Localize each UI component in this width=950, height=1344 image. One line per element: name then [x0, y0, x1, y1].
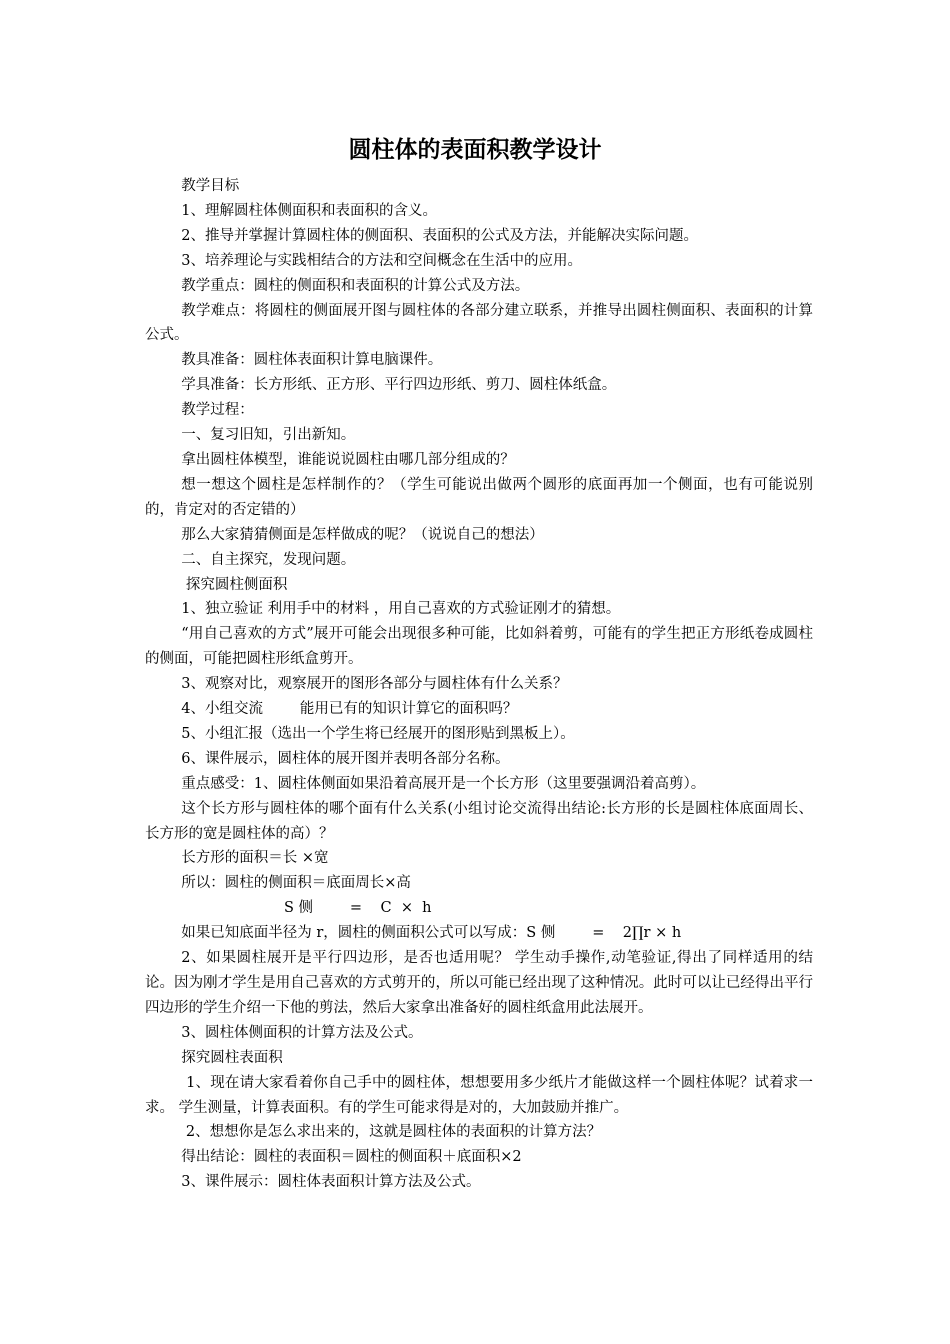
paragraph-surface-courseware: 3、课件展示：圆柱体表面积计算方法及公式。 — [181, 1174, 481, 1191]
paragraph-think: 想一想这个圆柱是怎样制作的？（学生可能说出做两个圆形的底面再加一个侧面，也有可能说别的，肯定对的否定错的） — [145, 476, 813, 518]
paragraph-objective-1: 1、理解圆柱体侧面积和表面积的含义。 — [181, 202, 437, 219]
paragraph-surface-1: 1、现在请大家看着你自己手中的圆柱体，想想要用多少纸片才能做这样一个圆柱体呢？试着求一求。 学生测量，计算表面积。有的学生可能求得是对的，大加鼓励并推广。 — [145, 1074, 813, 1116]
paragraph-radius-formula: 如果已知底面半径为 r，圆柱的侧面积公式可以写成：S 侧 = 2∏r × h — [181, 925, 682, 942]
paragraph-key-points: 教学重点：圆柱的侧面积和表面积的计算公式及方法。 — [181, 277, 530, 294]
paragraph-rect-area: 长方形的面积＝长 ×宽 — [181, 850, 329, 867]
paragraph-teaching-aids: 教具准备：圆柱体表面积计算电脑课件。 — [181, 352, 443, 369]
paragraph-objectives-heading: 教学目标 — [181, 178, 240, 194]
paragraph-observe: 3、观察对比，观察展开的图形各部分与圆柱体有什么关系？ — [181, 676, 568, 693]
paragraph-model-question: 拿出圆柱体模型，谁能说说圆柱由哪几部分组成的？ — [181, 451, 515, 468]
paragraph-objective-3: 3、培养理论与实践相结合的方法和空间概念在生活中的应用。 — [181, 252, 582, 269]
paragraph-lateral-method: 3、圆柱体侧面积的计算方法及公式。 — [181, 1024, 423, 1041]
paragraph-lateral-area: 所以：圆柱的侧面积＝底面周长×高 — [181, 875, 411, 892]
paragraph-surface-2: 2、想想你是怎么求出来的，这就是圆柱体的表面积的计算方法？ — [181, 1124, 602, 1141]
paragraph-explore-surface: 探究圆柱表面积 — [181, 1049, 283, 1066]
formula-lateral: S 侧 = C × h — [284, 900, 432, 917]
paragraph-group-talk: 4、小组交流 能用已有的知识计算它的面积吗？ — [181, 701, 518, 718]
paragraph-courseware: 6、课件展示，圆柱体的展开图并表明各部分名称。 — [181, 750, 510, 767]
paragraph-guess: 那么大家猜猜侧面是怎样做成的呢？（说说自己的想法） — [181, 526, 544, 543]
paragraph-student-materials: 学具准备：长方形纸、正方形、平行四边形纸、剪刀、圆柱体纸盒。 — [181, 377, 617, 394]
paragraph-parallelogram: 2、如果圆柱展开是平行四边形，是否也适用呢？ 学生动手操作,动笔验证,得出了同样适用的结论。因为刚才学生是用自己喜欢的方式剪开的，所以可能已经出现了这种情况。此时可以让已经得出平行四边形的学生介绍一下他的剪法，然后大家拿出准备好的圆柱纸盒用此法展开。 — [145, 950, 813, 1016]
paragraph-relation: 这个长方形与圆柱体的哪个面有什么关系(小组讨论交流得出结论:长方形的长是圆柱体底面周长、长方形的宽是圆柱体的高）？ — [145, 800, 813, 842]
paragraph-ways: “用自己喜欢的方式”展开可能会出现很多种可能，比如斜着剪，可能有的学生把正方形纸卷成圆柱的侧面，可能把圆柱形纸盒剪开。 — [145, 626, 813, 668]
paragraph-verify: 1、独立验证 利用手中的材料 ，用自己喜欢的方式验证刚才的猜想。 — [181, 601, 621, 618]
paragraph-explore-lateral: 探究圆柱侧面积 — [181, 576, 288, 593]
document-body — [145, 174, 813, 1195]
paragraph-report: 5、小组汇报（选出一个学生将已经展开的图形贴到黑板上）。 — [181, 725, 575, 742]
paragraph-objective-2: 2、推导并掌握计算圆柱体的侧面积、表面积的公式及方法，并能解决实际问题。 — [181, 227, 698, 244]
paragraph-section-2: 二、自主探究，发现问题。 — [181, 551, 356, 568]
paragraph-conclusion: 得出结论：圆柱的表面积＝圆柱的侧面积＋底面积×2 — [181, 1149, 522, 1166]
paragraph-difficulties: 教学难点：将圆柱的侧面展开图与圆柱体的各部分建立联系，并推导出圆柱侧面积、表面积的计算公式。 — [145, 302, 813, 344]
paragraph-key-feeling: 重点感受：1、圆柱体侧面如果沿着高展开是一个长方形（这里要强调沿着高剪）。 — [181, 775, 706, 792]
paragraph-process-heading: 教学过程： — [181, 402, 254, 419]
paragraph-section-1: 一、复习旧知，引出新知。 — [181, 427, 356, 444]
document-title: 圆柱体的表面积教学设计 — [348, 137, 602, 163]
